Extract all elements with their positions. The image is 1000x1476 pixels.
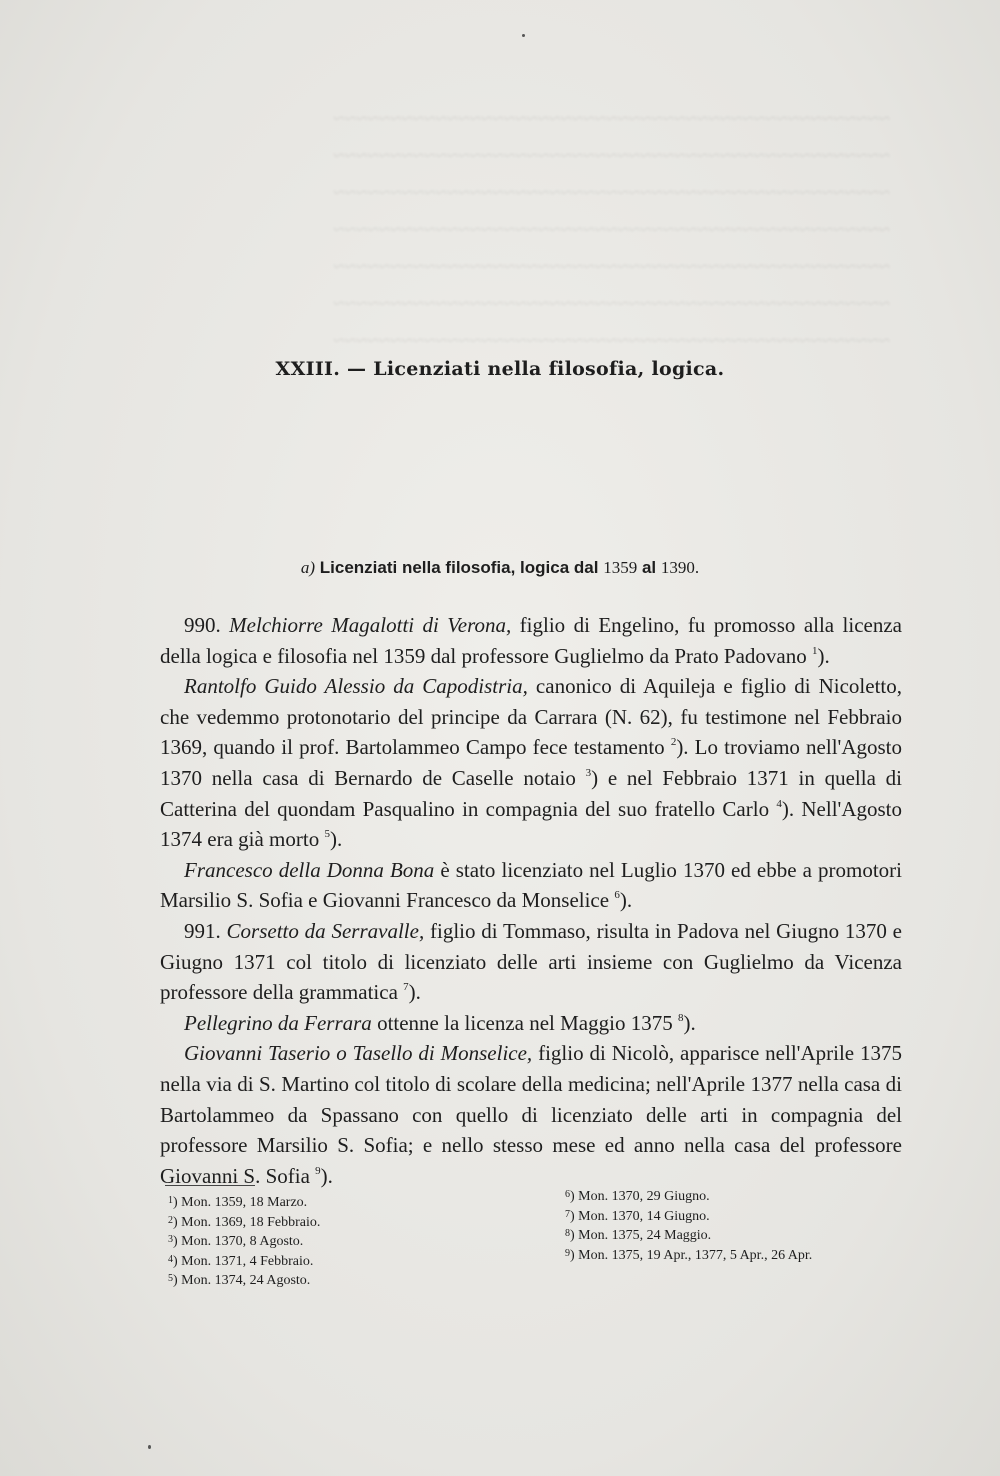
entry-number: 990. bbox=[184, 613, 221, 637]
entry-text: ). Lo troviamo nell'Agosto 1370 nella casa di Bernardo de Caselle notaio bbox=[160, 735, 902, 790]
footnote-text: Mon. 1375, 19 Apr., 1377, 5 Apr., 26 Apr. bbox=[578, 1247, 813, 1263]
footnote-ref: 6 bbox=[614, 889, 620, 902]
footnote-mark: 8 bbox=[565, 1228, 570, 1239]
footnote-ref: 1 bbox=[812, 644, 818, 657]
paper-speck bbox=[148, 1445, 151, 1449]
subheading-prefix: a) bbox=[300, 558, 316, 577]
subheading bbox=[0, 558, 1000, 578]
entry-text: figlio di Tommaso, risulta in Padova nel Giugno 1370 e Giugno 1371 col titolo di licenziato delle arti insieme con Guglielmo da Vicenza professore della grammatica bbox=[160, 918, 902, 1005]
footnote-text: Mon. 1371, 4 Febbraio. bbox=[181, 1253, 314, 1269]
footnote-mark: 3 bbox=[168, 1234, 173, 1245]
entry-paragraph bbox=[160, 671, 902, 855]
footnote-ref: 3 bbox=[585, 766, 592, 779]
subheading-year-from: 1359 bbox=[603, 558, 638, 577]
footnote-ref: 2 bbox=[670, 736, 677, 749]
footnote-text: Mon. 1375, 24 Maggio. bbox=[578, 1228, 712, 1243]
entry-end: ). bbox=[619, 888, 633, 913]
footnote-text: Mon. 1370, 14 Giugno. bbox=[578, 1208, 710, 1224]
entry-end: ). bbox=[817, 643, 830, 668]
footnote-text: Mon. 1359, 18 Marzo. bbox=[181, 1195, 308, 1210]
person-name: Pellegrino da Ferrara bbox=[184, 1010, 372, 1035]
entry-end: ). bbox=[408, 980, 421, 1005]
entry-text: ) e nel Febbraio 1371 in quella di Catterina del quondam Pasqualino in compagnia del suo fratello Carlo bbox=[160, 765, 902, 821]
subheading-year-to: 1390. bbox=[660, 558, 700, 577]
entry-text: canonico di Aquileja e figlio di Nicoletto, che vedemmo protonotario del principe da Carrara (N. 62), fu testimone nel Febbraio 1369, quando il prof. Bartolammeo Campo fece testamento bbox=[160, 674, 902, 760]
footnote: $^2$) Mon. 1369, 18 Febbraio. bbox=[168, 1214, 321, 1230]
paper-speck bbox=[522, 34, 525, 37]
entry-paragraph bbox=[160, 1038, 902, 1191]
footnote-mark: 9 bbox=[565, 1247, 570, 1259]
footnote: $^9$) Mon. 1375, 19 Apr., 1377, 5 Apr., 26 Apr. bbox=[565, 1247, 813, 1263]
entry-end: ). bbox=[329, 827, 343, 852]
subheading-text: Licenziati nella filosofia, logica dal bbox=[319, 558, 599, 577]
entry-paragraph bbox=[160, 610, 902, 671]
person-name: Rantolfo Guido Alessio da Capodistria, bbox=[184, 674, 528, 699]
footnote: $^7$) Mon. 1370, 14 Giugno. bbox=[565, 1208, 710, 1224]
footnote-mark: 5 bbox=[168, 1273, 173, 1284]
person-name: Melchiorre Magalotti di Verona, bbox=[229, 613, 512, 637]
footnote-mark: 4 bbox=[168, 1253, 173, 1265]
footnote-ref: 9 bbox=[315, 1164, 321, 1177]
bleed-through-texture: ~~~~~~~~~~~~~~~~~~~~~~~~~~~~~~~~~~~~~~~~~~~~~~~~~ ~~~~~~~~~~~~~~~~~~~~~~~~~~~~~~~~~~~~~~~~~~~~~~~~~ ~~~~~~~~~~~~~~~~~~~~~~~~~~~~~~~~~~~~~~~~~~~~~~~~~ ~~~~~~~~~~~~~~~~~~~~~~~~~~~~~~~~~~~~~~~~~~~~~~~~~ ~~~~~~~~~~~~~~~~~~~~~~~~~~~~~~~~~~~~~~~~~~~~~~~~~ ~~~~~~~~~~~~~~~~~~~~~~~~~~~~~~~~~~~~~~~~~~~~~~~~~ ~~~~~~~~~~~~~~~~~~~~~~~~~~~~~~~~~~~~~~~~~~~~~~~~~ bbox=[333, 106, 890, 352]
footnote-mark: 1 bbox=[168, 1195, 173, 1206]
footnote-text: Mon. 1369, 18 Febbraio. bbox=[181, 1214, 321, 1230]
person-name: Corsetto da Serravalle, bbox=[226, 918, 425, 943]
person-name: Francesco della Donna Bona bbox=[184, 857, 435, 882]
footnote: $^6$) Mon. 1370, 29 Giugno. bbox=[565, 1189, 710, 1204]
footnote-rule bbox=[165, 1185, 255, 1186]
body-text bbox=[160, 610, 902, 1191]
footnote: $^4$) Mon. 1371, 4 Febbraio. bbox=[168, 1253, 314, 1269]
entry-paragraph bbox=[160, 1008, 902, 1039]
subheading-connector: al bbox=[641, 558, 657, 577]
footnote: $^1$) Mon. 1359, 18 Marzo. bbox=[168, 1195, 308, 1210]
entry-text: figlio di Nicolò, apparisce nell'Aprile 1375 nella via di S. Martino col titolo di scolare della medicina; nell'Aprile 1377 nella casa di Bartolammeo da Spassano con quello di licenziato delle arti in compagnia del professore Marsilio S. Sofia; e nello stesso mese ed anno nella casa del professore Giovanni S. Sofia bbox=[160, 1041, 902, 1188]
person-name: Giovanni Taserio o Tasello di Monselice, bbox=[184, 1041, 533, 1066]
entry-text: è stato licenziato nel Luglio 1370 ed ebbe a promotori Marsilio S. Sofia e Giovanni Francesco da Monselice bbox=[160, 857, 902, 913]
footnote: $^8$) Mon. 1375, 24 Maggio. bbox=[565, 1228, 712, 1243]
footnote-ref: 4 bbox=[776, 797, 782, 810]
section-title: XXIII. — Licenziati nella filosofia, logica. bbox=[275, 358, 725, 380]
footnote-ref: 7 bbox=[403, 981, 409, 994]
footnotes-right-column bbox=[565, 1186, 905, 1264]
footnote-text: Mon. 1370, 29 Giugno. bbox=[578, 1189, 710, 1204]
entry-end: ). bbox=[320, 1163, 333, 1188]
entry-end: ). bbox=[683, 1010, 696, 1035]
entry-paragraph bbox=[160, 855, 902, 916]
footnote: $^5$) Mon. 1374, 24 Agosto. bbox=[168, 1273, 311, 1288]
footnote-text: Mon. 1370, 8 Agosto. bbox=[181, 1234, 304, 1249]
entry-text: ). Nell'Agosto 1374 era già morto bbox=[160, 796, 902, 852]
footnotes-left-column bbox=[168, 1192, 428, 1290]
footnote-mark: 2 bbox=[168, 1214, 173, 1226]
footnote: $^3$) Mon. 1370, 8 Agosto. bbox=[168, 1234, 304, 1249]
footnote-mark: 7 bbox=[565, 1208, 570, 1220]
footnote-mark: 6 bbox=[565, 1189, 570, 1200]
entry-text: figlio di Engelino, fu promosso alla licenza della logica e filosofia nel 1359 dal professore Guglielmo da Prato Padovano bbox=[160, 613, 902, 668]
footnote-ref: 8 bbox=[677, 1011, 684, 1024]
footnote-text: Mon. 1374, 24 Agosto. bbox=[181, 1273, 311, 1288]
entry-paragraph bbox=[160, 916, 902, 1008]
footnote-ref: 5 bbox=[324, 828, 330, 841]
entry-text: ottenne la licenza nel Maggio 1375 bbox=[371, 1010, 678, 1035]
entry-number: 991. bbox=[184, 918, 221, 943]
